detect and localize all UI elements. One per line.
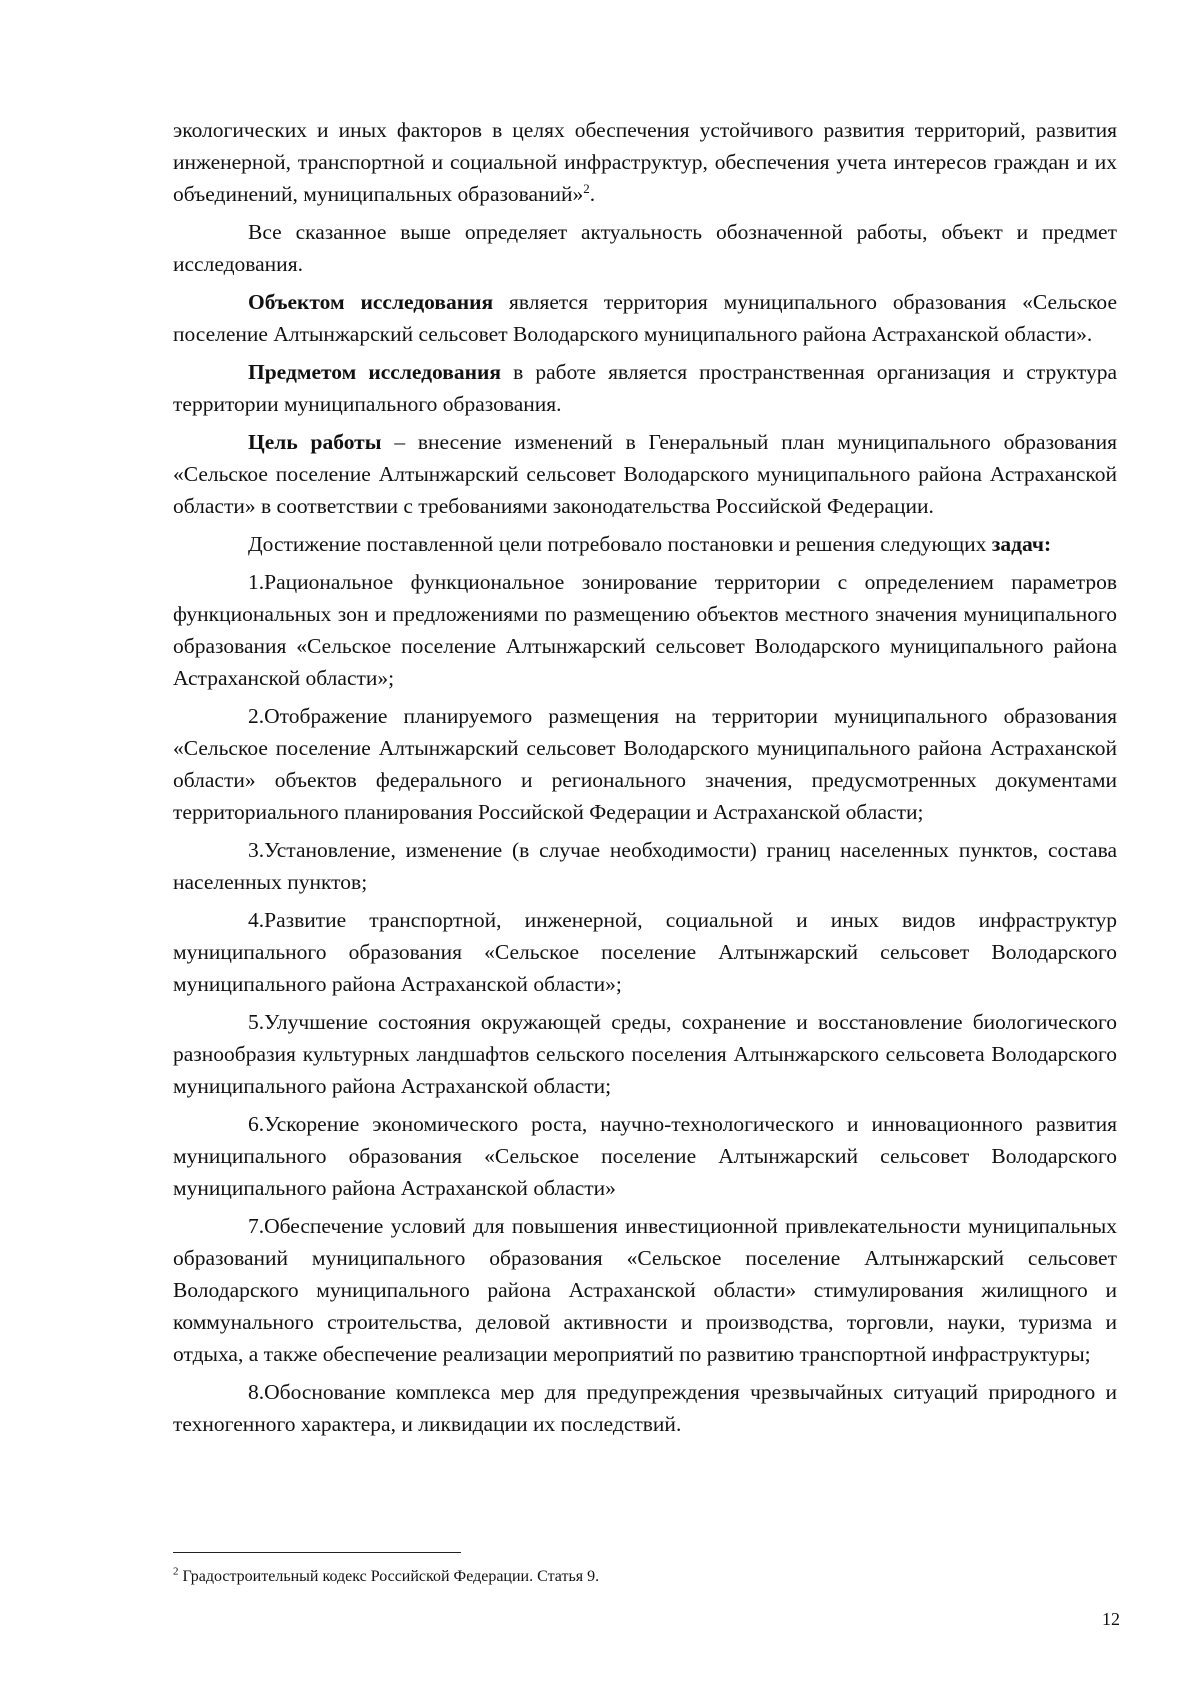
paragraph-intro-continuation: экологических и иных факторов в целях обеспечения устойчивого развития территорий, развития инженерной, транспортной и социальной инфраструктур, обеспечения учета интересов граждан и их объединений, муниципальных образований»$^2$. <box>173 118 1117 206</box>
footnote <box>173 1566 1117 1588</box>
body-text <box>173 114 1117 1446</box>
paragraph-research-object: Объектом исследования является территория муниципального образования «Сельское поселение Алтынжарский сельсовет Володарского муниципального района Астраханской области». <box>173 290 1117 346</box>
footnote-reference: 2 <box>583 180 590 196</box>
paragraph-tasks-intro: Достижение поставленной цели потребовало постановки и решения следующих задач: <box>248 532 1052 556</box>
task-item-4: 4.Развитие транспортной, инженерной, социальной и иных видов инфраструктур муниципального образования «Сельское поселение Алтынжарский сельсовет Володарского муниципального района Астраханской области»; <box>173 908 1117 996</box>
page-number: 12 <box>1102 1609 1120 1629</box>
task-item-5: 5.Улучшение состояния окружающей среды, сохранение и восстановление биологического разнообразия культурных ландшафтов сельского поселения Алтынжарского сельсовета Володарского муниципального района Астраханской области; <box>173 1010 1117 1098</box>
task-item-7: 7.Обеспечение условий для повышения инвестиционной привлекательности муниципальных образований муниципального образования «Сельское поселение Алтынжарский сельсовет Володарского муниципального района Астраханской области» стимулирования жилищного и коммунального строительства, деловой активности и производства, торговли, науки, туризма и отдыха, а также обеспечение реализации мероприятий по развитию транспортной инфраструктуры; <box>173 1214 1117 1366</box>
task-item-6: 6.Ускорение экономического роста, научно-технологического и инновационного развития муниципального образования «Сельское поселение Алтынжарский сельсовет Володарского муниципального района Астраханской области» <box>173 1112 1117 1200</box>
footnote-divider <box>173 1552 461 1553</box>
paragraph-goal: Цель работы – внесение изменений в Генеральный план муниципального образования «Сельское поселение Алтынжарский сельсовет Володарского муниципального района Астраханской области» в соответствии с требованиями законодательства Российской Федерации. <box>173 430 1117 518</box>
task-item-3: 3.Установление, изменение (в случае необходимости) границ населенных пунктов, состава населенных пунктов; <box>173 838 1117 894</box>
term-research-object: Объектом исследования <box>248 290 494 314</box>
term-tasks: задач: <box>991 532 1052 556</box>
term-research-subject: Предметом исследования <box>248 360 502 384</box>
paragraph-research-subject: Предметом исследования в работе является пространственная организация и структура территории муниципального образования. <box>173 360 1117 416</box>
task-item-8: 8.Обоснование комплекса мер для предупреждения чрезвычайных ситуаций природного и техногенного характера, и ликвидации их последствий. <box>173 1380 1117 1436</box>
term-goal: Цель работы <box>248 430 382 454</box>
task-item-1: 1.Рациональное функциональное зонирование территории с определением параметров функциональных зон и предложениями по размещению объектов местного значения муниципального образования «Сельское поселение Алтынжарский сельсовет Володарского муниципального района Астраханской области»; <box>173 570 1117 690</box>
task-item-2: 2.Отображение планируемого размещения на территории муниципального образования «Сельское поселение Алтынжарский сельсовет Володарского муниципального района Астраханской области» объектов федерального и регионального значения, предусмотренных документами территориального планирования Российской Федерации и Астраханской области; <box>173 704 1117 824</box>
paragraph-relevance: Все сказанное выше определяет актуальность обозначенной работы, объект и предмет исследования. <box>173 220 1117 276</box>
footnote-text: Градостроительный кодекс Российской Федерации. Статья 9. <box>178 1568 600 1585</box>
footnote-mark: 2 <box>173 1565 179 1578</box>
